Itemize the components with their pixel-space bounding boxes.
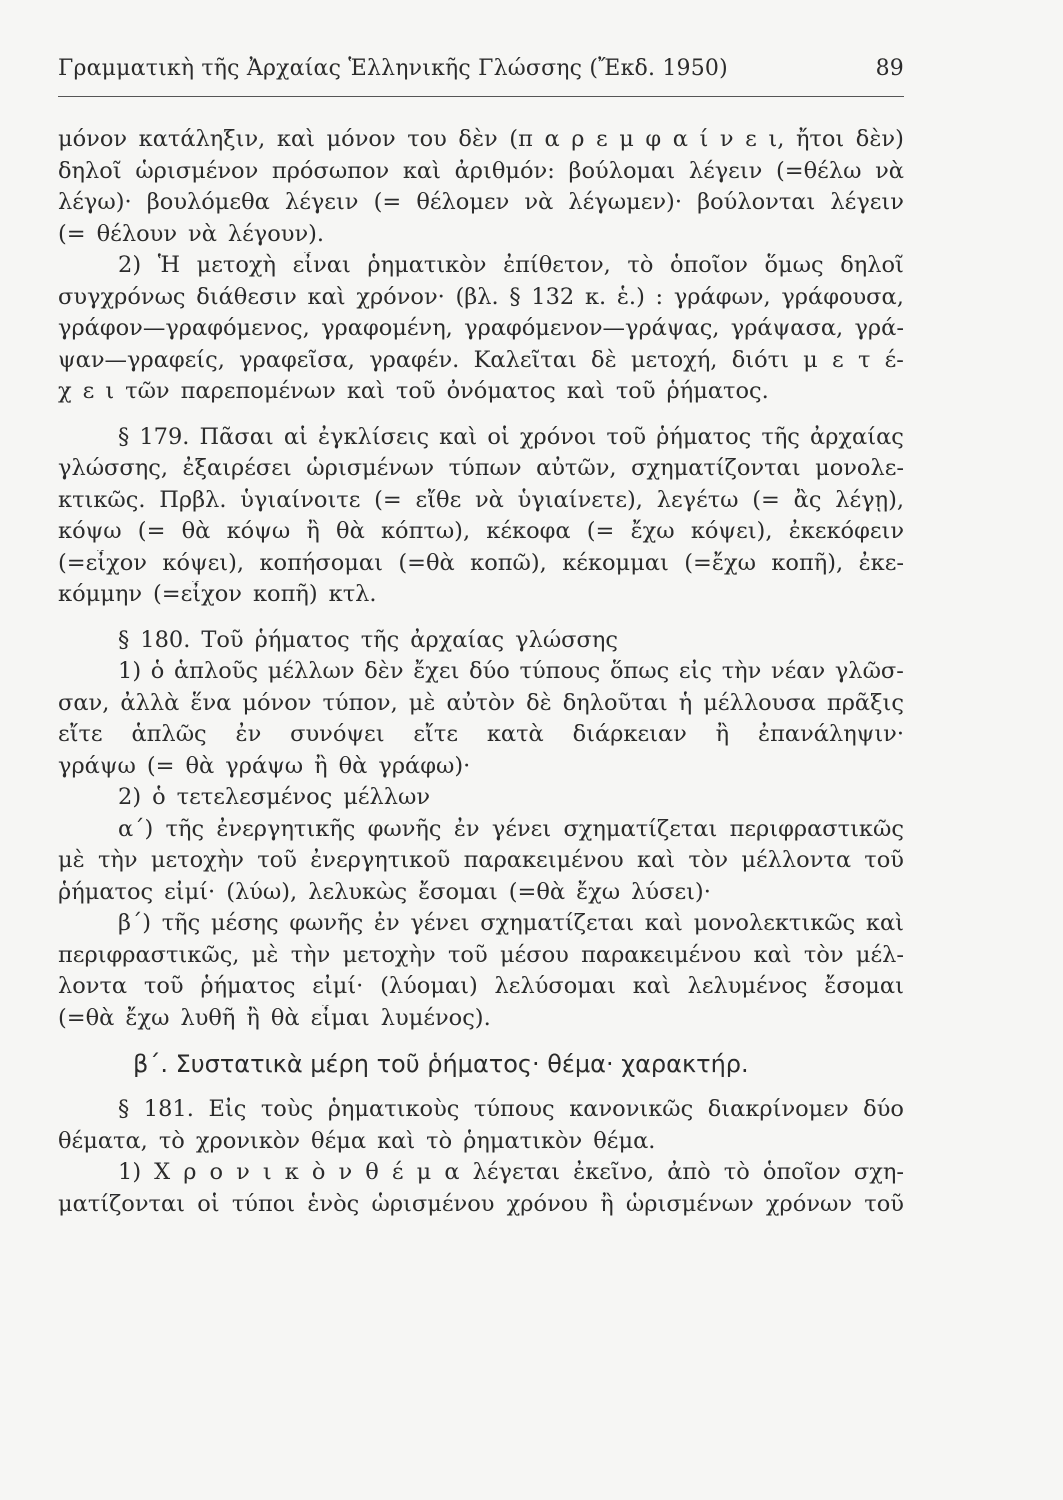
text-line: (= θέλουν νὰ λέγουν).	[58, 220, 325, 247]
text-line: ψαν—γραφείς, γραφεῖσα, γραφέν. Καλεῖται δὲ μετοχή, διότι μ ε τ έ-	[58, 346, 904, 373]
text-line: γράψω (= θὰ γράψω ἢ θὰ γράφω)·	[58, 752, 471, 779]
text-line: λοντα τοῦ ῥήματος εἰμί· (λύομαι) λελύσομαι καὶ λελυμένος ἔσομαι	[58, 973, 904, 999]
text-line: 1) Χ ρ ο ν ι κ ὸ ν θ έ μ α λέγεται ἐκεῖνο, ἀπὸ τὸ ὁποῖον σχη-	[118, 1159, 904, 1185]
page-number: 89	[875, 56, 904, 81]
text-line: § 181. Εἰς τοὺς ῥηματικοὺς τύπους κανονικῶς διακρίνομεν δύο	[118, 1096, 904, 1122]
text-line: κτικῶς. Πρβλ. ὑγιαίνοιτε (= εἴθε νὰ ὑγιαίνετε), λεγέτω (= ἂς λέγῃ),	[58, 486, 904, 513]
text-line: (=εἶχον κόψει), κοπήσομαι (=θὰ κοπῶ), κέκομμαι (=ἔχω κοπῆ), ἐκε-	[58, 549, 904, 576]
text-line: χ ε ι τῶν παρεπομένων καὶ τοῦ ὀνόματος καὶ τοῦ ῥήματος.	[58, 378, 769, 404]
text-line: δηλοῖ ὡρισμένον πρόσωπον καὶ ἀριθμόν: βούλομαι λέγειν (=θέλω νὰ	[58, 157, 904, 184]
section-heading: β΄. Συστατικὰ μέρη τοῦ ῥήματος· θέμα· χαρακτήρ.	[133, 1050, 749, 1078]
text-line: ματίζονται οἱ τύποι ἑνὸς ὡρισμένου χρόνου ἢ ὡρισμένων χρόνων τοῦ	[58, 1190, 904, 1217]
running-head-title: Γραμματικὴ τῆς Ἀρχαίας Ἑλληνικῆς Γλώσσης (Ἔκδ. 1950)	[58, 56, 728, 81]
text-line: α΄) τῆς ἐνεργητικῆς φωνῆς ἐν γένει σχηματίζεται περιφραστικῶς	[118, 815, 904, 842]
text-line: μὲ τὴν μετοχὴν τοῦ ἐνεργητικοῦ παρακειμένου καὶ τὸν μέλλοντα τοῦ	[58, 847, 904, 873]
text-line: § 179. Πᾶσαι αἱ ἐγκλίσεις καὶ οἱ χρόνοι τοῦ ῥήματος τῆς ἀρχαίας	[118, 423, 904, 450]
text-line: θέματα, τὸ χρονικὸν θέμα καὶ τὸ ῥηματικὸν θέμα.	[58, 1127, 656, 1154]
header-rule	[58, 96, 904, 97]
paragraph-gap	[58, 613, 904, 627]
text-line: σαν, ἀλλὰ ἕνα μόνον τύπον, μὲ αὐτὸν δὲ δηλοῦται ἡ μέλλουσα πρᾶξις	[58, 689, 904, 716]
text-line: β΄) τῆς μέσης φωνῆς ἐν γένει σχηματίζεται καὶ μονολεκτικῶς καὶ	[118, 910, 904, 936]
text-line: γράφον—γραφόμενος, γραφομένη, γραφόμενον—γράψας, γράψασα, γρά-	[58, 315, 904, 341]
text-line: ῥήματος εἰμί· (λύω), λελυκὼς ἔσομαι (=θὰ ἔχω λύσει)·	[58, 878, 711, 905]
text-line: συγχρόνως διάθεσιν καὶ χρόνον· (βλ. § 132 κ. ἑ.) : γράφων, γράφουσα,	[58, 283, 904, 310]
text-line: κόψω (= θὰ κόψω ἢ θὰ κόπτω), κέκοφα (= ἔχω κόψει), ἐκεκόφειν	[58, 518, 904, 544]
text-line: λέγω)· βουλόμεθα λέγειν (= θέλομεν νὰ λέγωμεν)· βούλονται λέγειν	[58, 189, 904, 215]
paragraph-gap	[58, 410, 904, 424]
text-line: 1) ὁ ἁπλοῦς μέλλων δὲν ἔχει δύο τύπους ὅπως εἰς τὴν νέαν γλῶσ-	[118, 658, 904, 684]
text-line: γλώσσης, ἐξαιρέσει ὡρισμένων τύπων αὐτῶν, σχηματίζονται μονολε-	[58, 455, 904, 481]
text-line: (=θὰ ἔχω λυθῆ ἢ θὰ εἶμαι λυμένος).	[58, 1004, 491, 1031]
text-line: εἴτε ἁπλῶς ἐν συνόψει εἴτε κατὰ διάρκειαν ἢ ἐπανάληψιν·	[58, 721, 904, 747]
body-text	[58, 126, 904, 1222]
text-line: περιφραστικῶς, μὲ τὴν μετοχὴν τοῦ μέσου παρακειμένου καὶ τὸν μέλ-	[58, 941, 904, 968]
running-head	[58, 56, 904, 81]
text-line: 2) ὁ τετελεσμένος μέλλων	[118, 784, 431, 810]
text-line: § 180. Τοῦ ῥήματος τῆς ἀρχαίας γλώσσης	[118, 626, 618, 653]
text-line: κόμμην (=εἶχον κοπῆ) κτλ.	[58, 581, 377, 607]
text-line: 2) Ἡ μετοχὴ εἶναι ῥηματικὸν ἐπίθετον, τὸ ὁποῖον ὅμως δηλοῖ	[118, 252, 904, 278]
text-line: μόνον κατάληξιν, καὶ μόνον του δὲν (π α ρ ε μ φ α ί ν ε ι, ἤτοι δὲν)	[58, 126, 904, 152]
